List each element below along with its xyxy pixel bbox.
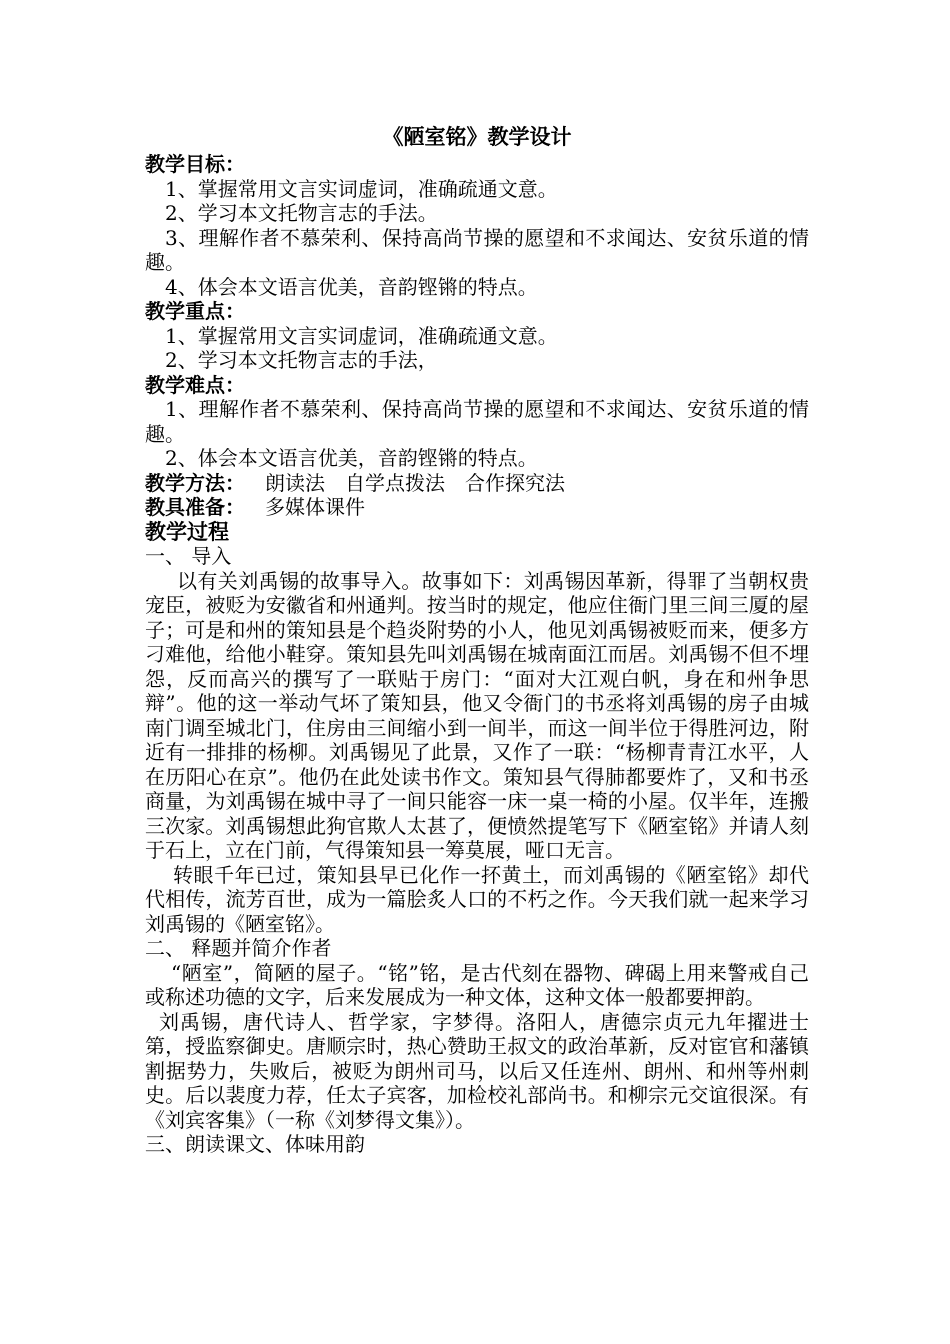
materials-line — [145, 495, 809, 520]
difficulty-item: 2、体会本文语言优美，音韵铿锵的特点。 — [165, 446, 538, 470]
objective-item: 1、掌握常用文言实词虚词，准确疏通文意。 — [165, 176, 558, 201]
difficulty-item: 1、理解作者不慕荣利、保持高尚节操的愿望和不求闻达、安贫乐道的情趣。 — [145, 397, 809, 446]
section-heading: 二、 释题并简介作者 — [145, 936, 332, 960]
materials-value: 多媒体课件 — [265, 495, 365, 519]
section-paragraph: 以有关刘禹锡的故事导入。故事如下：刘禹锡因革新，得罪了当朝权贵宠臣，被贬为安徽省和州通判。按当时的规定，他应住衙门里三间三厦的屋子；可是和州的策知县是个趋炎附势的小人，他见刘禹锡被贬而来，便多方刁难他，给他小鞋穿。策知县先叫刘禹锡在城南面江而居。刘禹锡不但不埋怨，反而高兴的撰写了一联贴于房门：“面对大江观白帆，身在和州争思辩”。他的这一举动气坏了策知县，他又令衙门的书丞将刘禹锡的房子由城南门调至城北门，住房由三间缩小到一间半，而这一间半位于得胜河边，附近有一排排的杨柳。刘禹锡见了此景，又作了一联：“杨柳青青江水平，人在历阳心在京”。他仍在此处读书作文。策知县气得肺都要炸了，又和书丞商量，为刘禹锡在城中寻了一间只能容一床一桌一椅的小屋。仅半年，连搬三次家。刘禹锡想此狗官欺人太甚了，便愤然提笔写下《陋室铭》并请人刻于石上，立在门前，气得策知县一筹莫展，哑口无言。 — [145, 568, 809, 862]
key-points-heading: 教学重点： — [145, 299, 245, 323]
difficulties-heading: 教学难点： — [145, 372, 245, 397]
objective-item: 3、理解作者不慕荣利、保持高尚节操的愿望和不求闻达、安贫乐道的情趣。 — [145, 225, 809, 274]
section-paragraph: “陋室”，简陋的屋子。“铭”铭，是古代刻在器物、碑碣上用来警戒自己或称述功德的文字，后来发展成为一种文体，这种文体一般都要押韵。 — [145, 960, 809, 1009]
methods-value: 朗读法 自学点拨法 合作探究法 — [265, 470, 565, 495]
section-paragraph: 刘禹锡，唐代诗人、哲学家，字梦得。洛阳人，唐德宗贞元九年擢进士第，授监察御史。唐顺宗时，热心赞助王叔文的政治革新，反对宦官和藩镇割据势力，失败后，被贬为朗州司马，以后又任连州、朗州、和州等州刺史。后以裴度力荐，任太子宾客，加检校礼部尚书。和柳宗元交谊很深。有《刘宾客集》（一称《刘梦得文集》）。 — [145, 1009, 809, 1132]
key-point-item: 1、掌握常用文言实词虚词，准确疏通文意。 — [165, 323, 558, 348]
methods-line — [145, 471, 809, 496]
methods-heading: 教学方法： — [145, 470, 245, 495]
document-title: 《陋室铭》教学设计 — [382, 124, 572, 149]
objective-item: 2、学习本文托物言志的手法。 — [165, 201, 438, 225]
document-page — [145, 122, 809, 1157]
section-paragraph: 转眼千年已过，策知县早已化作一抔黄土，而刘禹锡的《陋室铭》却代代相传，流芳百世，成为一篇脍炙人口的不朽之作。今天我们就一起来学习刘禹锡的《陋室铭》。 — [145, 862, 809, 936]
objectives-heading: 教学目标： — [145, 152, 245, 176]
process-heading: 教学过程 — [145, 518, 229, 544]
objective-item: 4、体会本文语言优美，音韵铿锵的特点。 — [165, 274, 538, 299]
key-point-item: 2、学习本文托物言志的手法， — [165, 348, 438, 372]
section-heading: 三、朗读课文、体味用韵 — [145, 1132, 365, 1156]
section-heading: 一、 导入 — [145, 544, 232, 568]
materials-heading: 教具准备： — [145, 495, 245, 519]
